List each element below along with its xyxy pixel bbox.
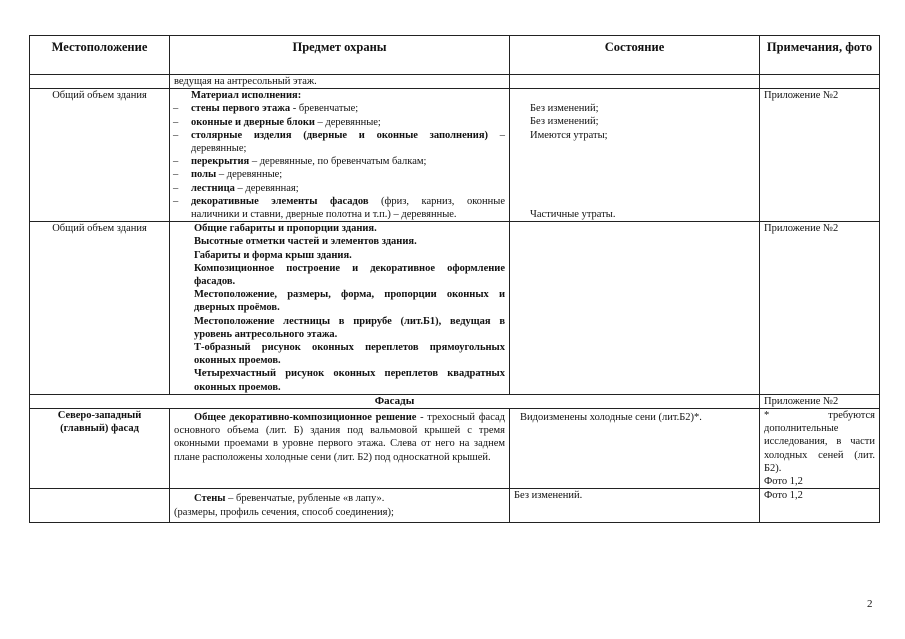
table-row	[30, 409, 880, 489]
subject-title: Материал исполнения:	[191, 90, 302, 102]
subject-line: Габариты и форма крыш здания.	[194, 249, 352, 261]
subject-line: Местоположение лестницы в прирубе (лит.Б1), ведущая в уровень антресольного этажа.	[194, 315, 505, 340]
subject-line: Высотные отметки частей и элементов здания.	[194, 236, 417, 248]
notes-cell: Приложение №2	[760, 222, 880, 395]
list-item: – лестница – деревянная;	[171, 182, 505, 195]
page-number: 2	[867, 598, 873, 610]
state-cell	[510, 89, 760, 222]
state-text: Видоизменены холодные сени (лит.Б2)*.	[520, 412, 702, 424]
list-item: – перекрытия – деревянные, по бревенчатым балкам;	[171, 155, 505, 168]
list-item: – полы – деревянные;	[171, 168, 505, 181]
document-page	[29, 35, 879, 594]
continuation-text: ведущая на антресольный этаж.	[170, 75, 510, 89]
table-header-row	[30, 36, 880, 75]
subject-cell	[170, 222, 510, 395]
subject-bold: Стены	[194, 493, 226, 505]
subject-cell	[170, 489, 510, 523]
state-cell	[510, 222, 760, 395]
header-notes: Примечания, фото	[760, 36, 880, 75]
subject-line: Композиционное построение и декоративное оформление фасадов.	[194, 262, 505, 288]
subject-text: – бревенчатые, рубленые «в лапу».	[225, 493, 385, 505]
table-row	[30, 75, 880, 89]
table-row	[30, 222, 880, 395]
table-row	[30, 89, 880, 222]
location-cell: Общий объем здания	[30, 222, 170, 395]
subject-cell	[170, 409, 510, 489]
subject-line: (размеры, профиль сечения, способ соединения);	[174, 506, 394, 518]
header-subject: Предмет охраны	[170, 36, 510, 75]
list-item: – столярные изделия (дверные и оконные заполнения) – деревянные;	[171, 129, 505, 155]
location-cell: Северо-западный (главный) фасад	[30, 409, 170, 489]
list-item: – оконные и дверные блоки – деревянные;	[171, 116, 505, 129]
table-row	[30, 489, 880, 523]
notes-photo: Фото 1,2	[764, 476, 803, 488]
notes-text: * требуются дополнительные исследования, в части холодных сеней (лит. Б2).	[764, 410, 875, 474]
state-cell	[510, 409, 760, 489]
subject-cell	[170, 89, 510, 222]
header-location: Местоположение	[30, 36, 170, 75]
state-line: Без изменений;	[530, 116, 599, 128]
header-state: Состояние	[510, 36, 760, 75]
subject-text: - трехосный фасад основного объема (лит. Б) здания под вальмовой крышей с тремя оконными проемами в уровне первого этажа. Слева от него на заднем плане расположены холодные сени (лит. Б2) под односкатной крышей.	[174, 412, 505, 463]
protection-subject-table	[29, 35, 880, 523]
subject-line: Общие габариты и пропорции здания.	[194, 223, 377, 235]
state-line: Без изменений;	[530, 103, 599, 115]
subject-line: Четырехчастный рисунок оконных переплетов квадратных оконных проемов.	[194, 368, 505, 393]
notes-cell: Приложение №2	[760, 89, 880, 222]
subject-line: Т-образный рисунок оконных переплетов прямоугольных оконных проемов.	[194, 342, 505, 367]
section-row	[30, 394, 880, 408]
section-title: Фасады	[30, 394, 760, 408]
list-item: – декоративные элементы фасадов (фриз, карниз, оконные наличники и ставни, дверные полотна и т.п.) – деревянные.	[171, 195, 505, 221]
notes-cell: Приложение №2	[760, 394, 880, 408]
material-list	[171, 102, 505, 221]
location-cell: Общий объем здания	[30, 89, 170, 222]
state-cell: Без изменений.	[510, 489, 760, 523]
subject-line: Местоположение, размеры, форма, пропорции оконных и дверных проёмов.	[194, 289, 505, 314]
state-line: Имеются утраты;	[530, 129, 608, 141]
state-line: Частичные утраты.	[530, 208, 616, 220]
notes-cell	[760, 409, 880, 489]
notes-cell: Фото 1,2	[760, 489, 880, 523]
subject-bold: Общее декоративно-композиционное решение	[194, 412, 417, 424]
list-item: – стены первого этажа - бревенчатые;	[171, 102, 505, 115]
